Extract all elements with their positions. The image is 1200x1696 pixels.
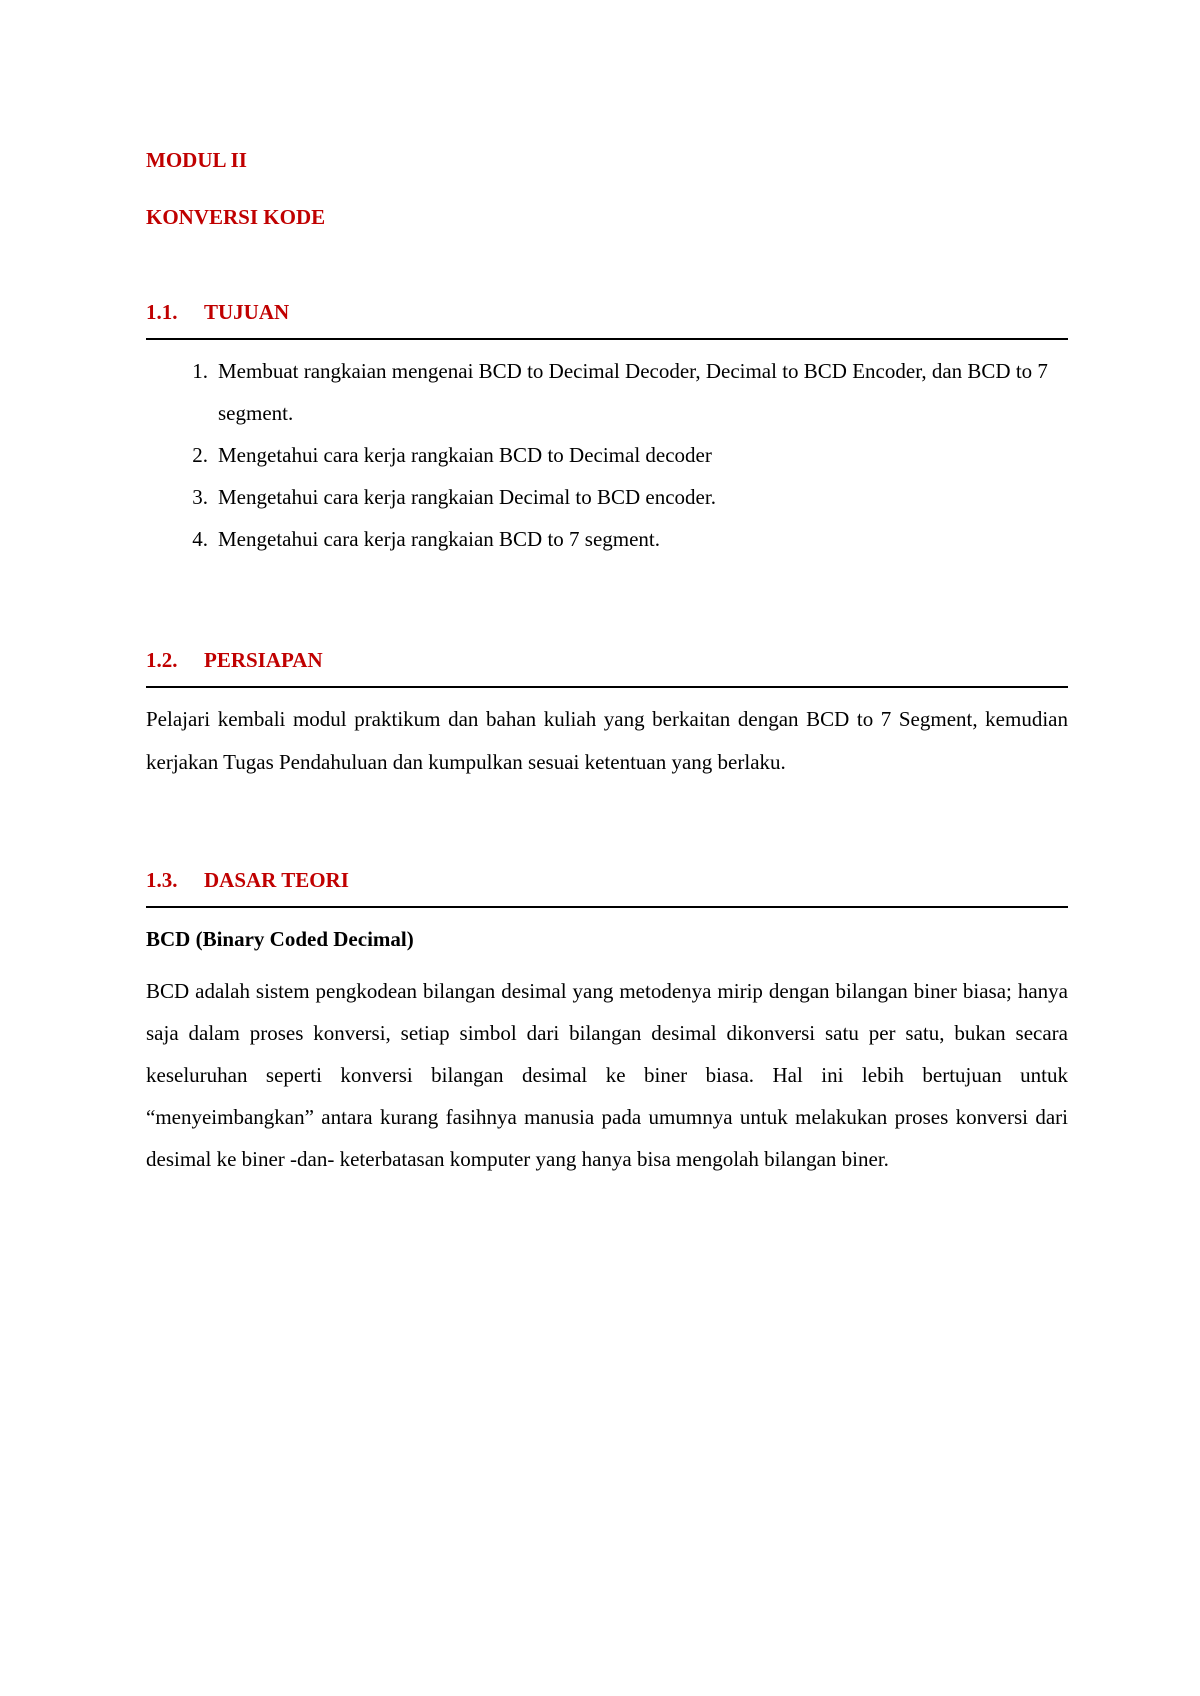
list-item-text: Mengetahui cara kerja rangkaian BCD to 7 segment. [218, 527, 661, 551]
section-rule [146, 686, 1068, 688]
section-tujuan [146, 292, 1068, 560]
list-item-text: Mengetahui cara kerja rangkaian BCD to Decimal decoder [218, 443, 712, 467]
section-title: TUJUAN [204, 300, 290, 324]
module-subtitle: KONVERSI KODE [146, 205, 326, 229]
section-heading [146, 292, 1068, 332]
section-heading [146, 640, 1068, 680]
section-heading [146, 860, 1068, 900]
section-dasar-teori [146, 860, 1068, 1180]
section-title: PERSIAPAN [204, 648, 323, 672]
document-body [146, 140, 1068, 1171]
objectives-list [146, 350, 1068, 560]
list-item-number: 2. [192, 443, 208, 467]
list-item-number: 4. [192, 527, 208, 551]
list-item-text: Membuat rangkaian mengenai BCD to Decimal Decoder, Decimal to BCD Encoder, dan BCD to 7 segment. [218, 359, 1048, 425]
list-item-number: 1. [192, 359, 208, 383]
section-title: DASAR TEORI [204, 868, 349, 892]
list-item [146, 518, 1068, 560]
section-subheading: BCD (Binary Coded Decimal) [146, 927, 414, 951]
list-item-text: Mengetahui cara kerja rangkaian Decimal to BCD encoder. [218, 485, 716, 509]
section-persiapan [146, 640, 1068, 784]
list-item [146, 350, 1068, 434]
module-title: MODUL II [146, 148, 247, 172]
section-rule [146, 906, 1068, 908]
list-item [146, 434, 1068, 476]
section-paragraph: Pelajari kembali modul praktikum dan bahan kuliah yang berkaitan dengan BCD to 7 Segment, kemudian kerjakan Tugas Pendahuluan dan kumpulkan sesuai ketentuan yang berlaku. [146, 707, 1068, 774]
section-paragraph: BCD adalah sistem pengkodean bilangan desimal yang metodenya mirip dengan bilangan biner biasa; hanya saja dalam proses konversi, setiap simbol dari bilangan desimal dikonversi satu per satu, bukan secara keseluruhan seperti konversi bilangan desimal ke biner biasa. Hal ini lebih bertujuan untuk “menyeimbangkan” antara kurang fasihnya manusia pada umumnya untuk melakukan proses konversi dari desimal ke biner -dan- keterbatasan komputer yang hanya bisa mengolah bilangan biner. [146, 979, 1068, 1171]
section-number: 1.1. [146, 300, 178, 324]
section-rule [146, 338, 1068, 340]
list-item [146, 476, 1068, 518]
list-item-number: 3. [192, 485, 208, 509]
section-number: 1.3. [146, 868, 178, 892]
section-number: 1.2. [146, 648, 178, 672]
